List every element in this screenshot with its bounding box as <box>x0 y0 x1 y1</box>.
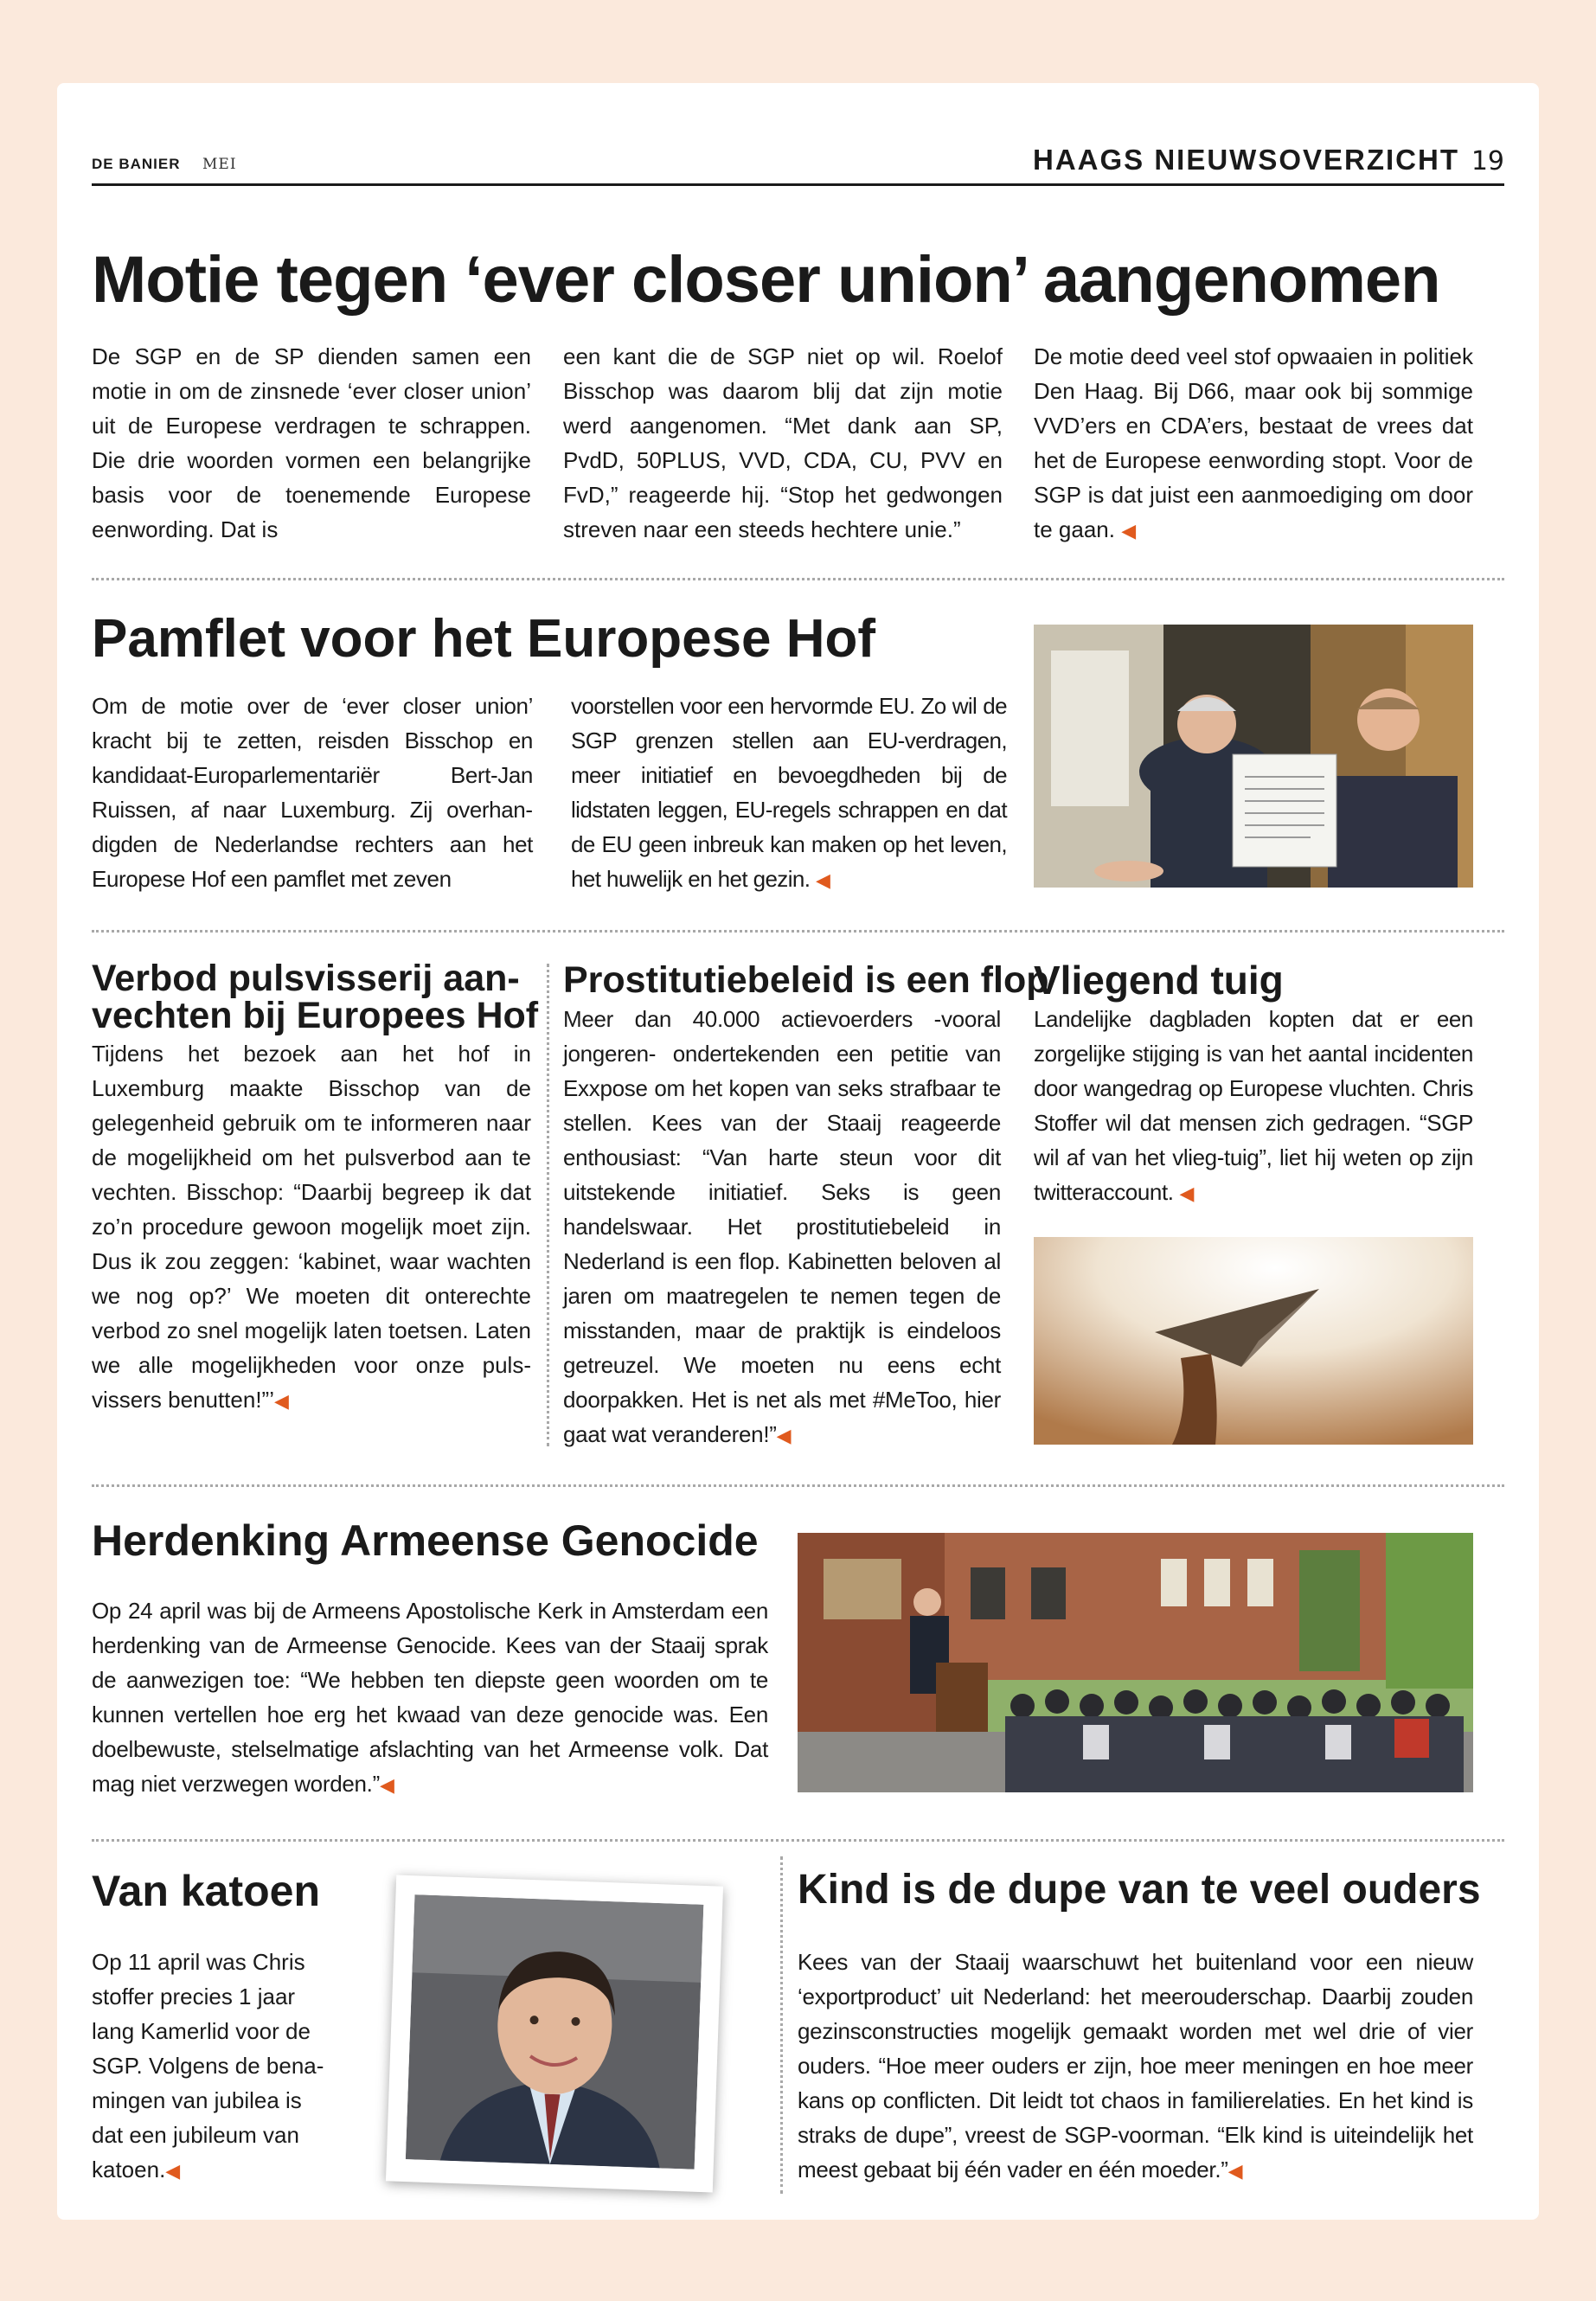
polaroid-portrait-chris-stoffer <box>386 1875 723 2193</box>
issue-month: MEI <box>202 156 237 173</box>
end-mark-icon: ◀ <box>1179 1183 1194 1204</box>
photo-pamflet-illustration <box>1034 625 1473 888</box>
end-mark-icon: ◀ <box>1121 520 1137 542</box>
end-mark-icon: ◀ <box>165 2160 181 2182</box>
divider <box>92 1839 1504 1842</box>
divider <box>92 578 1504 580</box>
headline-verbod: Verbod pulsvisserij aanvechten bij Europees Hof <box>92 958 539 1036</box>
headline-katoen: Van katoen <box>92 1867 320 1915</box>
column-divider <box>547 964 549 1446</box>
page-number: 19 <box>1471 146 1504 176</box>
photo-armeense-herdenking <box>798 1533 1473 1792</box>
end-mark-icon: ◀ <box>379 1774 394 1796</box>
photo-paper-airplane <box>1034 1237 1473 1445</box>
pamflet-col2: voorstellen voor een hervormde EU. Zo wil de SGP grenzen stellen aan EU-verdragen, meer initiatief en bevoegdheden bij de lidstaten leggen, EU-regels schrappen en dat de EU geen inbreuk kan maken op het leven, het huwelijk en het gezin. ◀ <box>571 693 1007 892</box>
end-mark-icon: ◀ <box>816 869 830 891</box>
headline-pamflet: Pamflet voor het Europese Hof <box>92 609 876 669</box>
end-mark-icon: ◀ <box>273 1390 289 1412</box>
portrait-illustration <box>406 1894 703 2169</box>
headline-prostitutie: Prostitutiebeleid is een flop <box>563 959 1049 1001</box>
headline-vliegend: Vliegend tuig <box>1034 958 1284 1003</box>
katoen-body: Op 11 april was Chris stoffer precies 1 jaar lang Kamerlid voor de SGP. Volgens de benamingen van jubilea is dat een jubileum van katoen.◀ <box>92 1949 324 2182</box>
armeens-body: Op 24 april was bij de Armeens Apostolische Kerk in Amsterdam een herdenking van de Armeense Genocide. Kees van der Staaij sprak de aanwezigen toe: “We hebben ten diepste geen woorden om te kunnen vertellen hoe erg het kwaad van deze genocide was. Een doelbewuste, stelselmatige afslachting van het Armeense volk. Dat mag niet verzwegen worden.”◀ <box>92 1598 768 1797</box>
motie-col2: een kant die de SGP niet op wil. Roelof Bisschop was daarom blij dat zijn motie werd aangenomen. “Met dank aan SP, PvdD, 50PLUS, VVD, CDA, CU, PVV en FvD,” reageerde hij. “Stop het gedwongen streven naar een steeds hechtere unie.” <box>563 343 1003 542</box>
verbod-body: Tijdens het bezoek aan het hof in Luxemburg maakte Bisschop van de gelegenheid gebruik om te informeren naar de mogelijkheid om het pulsverbod aan te vechten. Bisschop: “Daarbij begreep ik dat zo’n procedure gewoon mogelijk moet zijn. Dus ik zou zeggen: ‘kabinet, waar wachten we nog op?’ We moeten dit onterechte verbod zo snel mogelijk laten toetsen. Laten we alle mogelijkheden voor onze pulsvissers benutten!”’◀ <box>92 1041 531 1413</box>
prostitutie-body: Meer dan 40.000 actievoerders -vooral jongeren- ondertekenden een petitie van Exxpose om het kopen van seks strafbaar te stellen. Kees van der Staaij reageerde enthousiast: “Van harte steun voor dit uitstekende initiatief. Seks is geen handelswaar. Het prostitutiebeleid in Nederland is een flop. Kabinetten beloven al jaren om maatregelen te nemen tegen de misstanden, maar de praktijk is eindeloos getreuzel. We moeten nu eens echt doorpakken. Het is net als met #MeToo, hier gaat wat veranderen!”◀ <box>563 1006 1001 1447</box>
column-divider <box>780 1856 783 2194</box>
vliegend-body: Landelijke dagbladen kopten dat er een zorgelijke stijging is van het aantal incidenten door wangedrag op Europese vluchten. Chris Stoffer wil dat mensen zich gedragen. “SGP wil af van het vlieg-tuig”, liet hij weten op zijn twitteraccount. ◀ <box>1034 1006 1473 1205</box>
commemoration-illustration <box>798 1533 1473 1792</box>
section-title: HAAGS NIEUWSOVERZICHT <box>1032 144 1459 176</box>
headline-kind: Kind is de dupe van te veel ouders <box>798 1867 1481 1913</box>
headline-armeens: Herdenking Armeense Genocide <box>92 1516 759 1565</box>
paper-airplane-illustration <box>1034 1237 1473 1445</box>
kind-body: Kees van der Staaij waarschuwt het buitenland voor een nieuw ‘exportproduct’ uit Nederland: het meerouderschap. Daarbij zouden gezinsconstructies mogelijk gemaakt worden met wel drie of vier ouders. “Hoe meer ouders er zijn, hoe meer meningen en hoe meer kans op conflicten. Dit leidt tot chaos in familierelaties. En het kind is straks de dupe”, vreest de SGP-voorman. “Elk kind is uiteindelijk het meest gebaat bij één vader en één moeder.”◀ <box>798 1949 1473 2182</box>
motie-col1: De SGP en de SP dienden samen een motie in om de zinsnede ‘ever closer union’ uit de Europese verdragen te schrappen. Die drie woorden vormen een belangrijke basis voor de toenemende Europese eenwording. Dat is <box>92 343 531 542</box>
pamflet-col1: Om de motie over de ‘ever closer union’ kracht bij te zetten, reisden Bisschop en kandidaat-Europarlementariër Bert-Jan Ruissen, af naar Luxemburg. Zij overhandigden de Nederlandse rechters aan het Europese Hof een pamflet met zeven <box>92 693 533 892</box>
end-mark-icon: ◀ <box>1227 2160 1243 2182</box>
motie-col3: De motie deed veel stof opwaaien in politiek Den Haag. Bij D66, maar ook bij sommige VVD’ers en CDA’ers, bestaat de vrees dat het de Europese eenwording stopt. Voor de SGP is dat juist een aanmoediging om door te gaan. ◀ <box>1034 343 1473 542</box>
divider <box>92 1484 1504 1487</box>
end-mark-icon: ◀ <box>776 1425 792 1446</box>
publication-name: DE BANIER <box>92 156 181 172</box>
photo-pamflet-handover <box>1034 625 1473 888</box>
divider <box>92 930 1504 933</box>
magazine-page <box>57 83 1539 2220</box>
headline-motie: Motie tegen ‘ever closer union’ aangenomen <box>92 243 1440 317</box>
page-header <box>92 144 1504 186</box>
